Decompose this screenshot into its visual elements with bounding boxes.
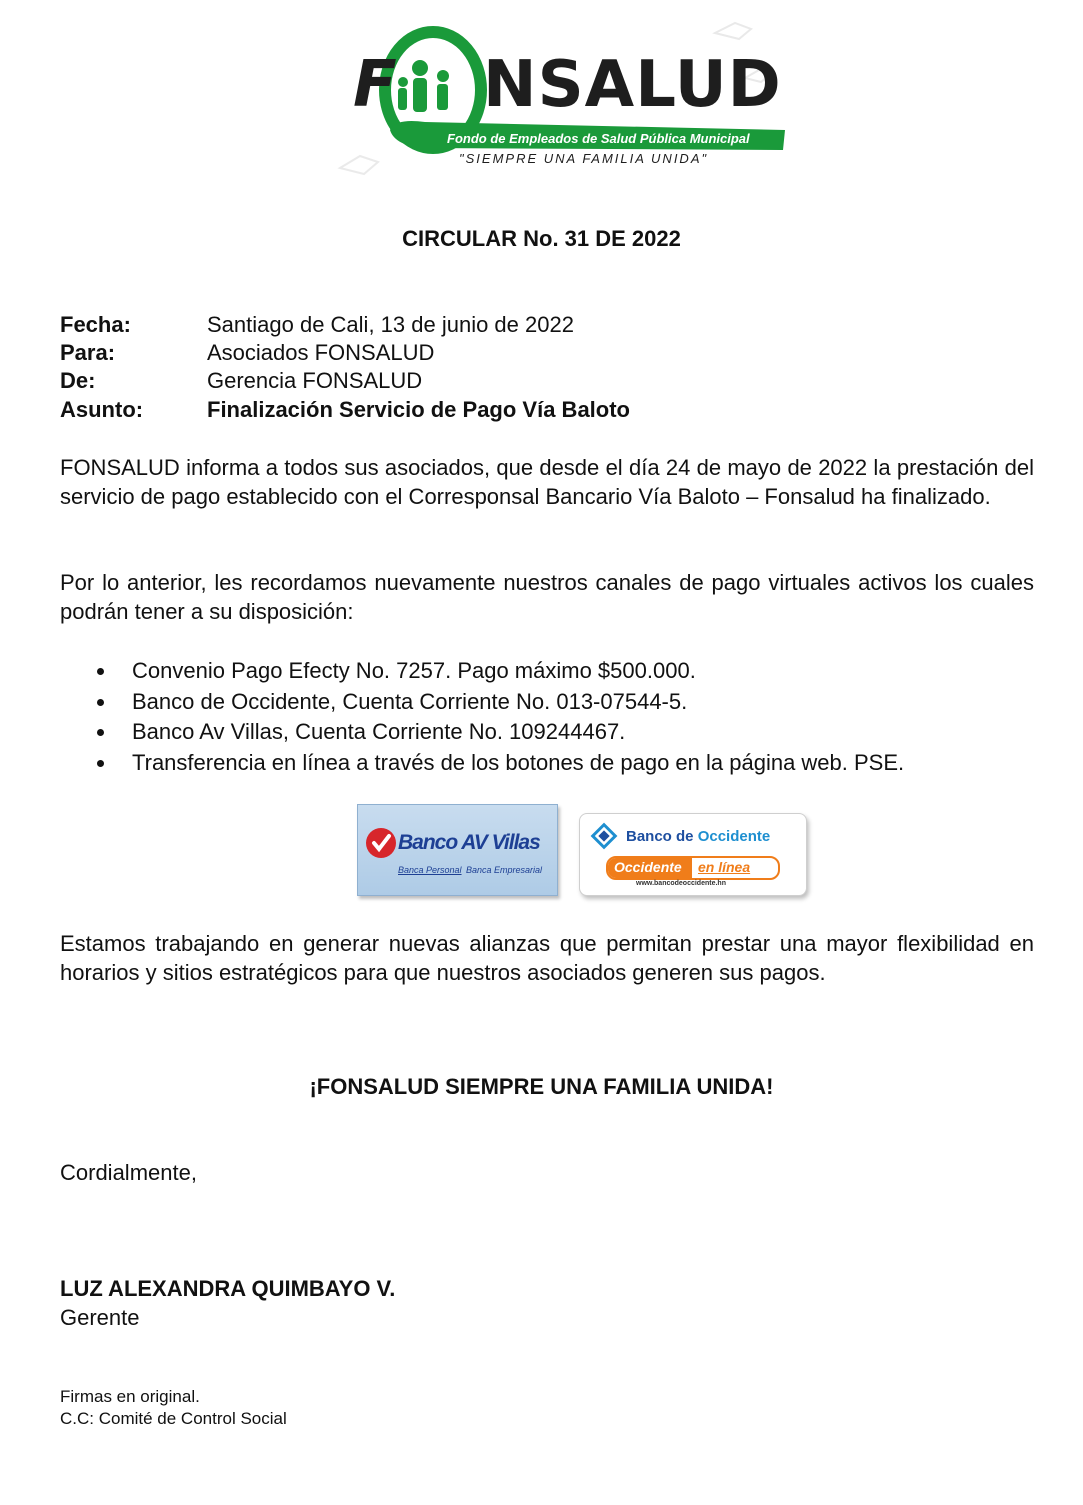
- list-item-text: Banco Av Villas, Cuenta Corriente No. 109244467.: [132, 719, 626, 744]
- occidente-online-badge: [606, 856, 780, 880]
- list-item: [60, 748, 1040, 779]
- banco-occidente-logo: [579, 813, 807, 896]
- avvillas-name: Banco AV Villas: [398, 831, 540, 854]
- badge-right-text: en línea: [698, 859, 751, 875]
- list-item-text: Transferencia en línea a través de los botones de pago en la página web. PSE.: [132, 749, 905, 775]
- header-row-de: [60, 367, 422, 395]
- header-row-para: [60, 339, 434, 367]
- fonsalud-logo: [335, 18, 785, 198]
- header-value: Asociados FONSALUD: [207, 340, 435, 365]
- banco-avvillas-logo: [357, 804, 558, 896]
- avvillas-sub2: Banca Empresarial: [466, 865, 543, 875]
- circular-title: CIRCULAR No. 31 DE 2022: [402, 226, 681, 251]
- list-item: [60, 656, 1040, 687]
- avvillas-check-icon: [366, 828, 396, 858]
- header-label: Para:: [60, 340, 116, 365]
- logo-slogan: "SIEMPRE UNA FAMILIA UNIDA": [459, 151, 709, 166]
- occidente-name: [626, 828, 770, 845]
- header-value: Santiago de Cali, 13 de junio de 2022: [207, 312, 574, 337]
- list-item: [60, 687, 1040, 718]
- avvillas-sub1: Banca Personal: [398, 865, 462, 875]
- header-value: Gerencia FONSALUD: [207, 368, 423, 393]
- header-row-fecha: [60, 311, 574, 339]
- header-label: Fecha:: [60, 312, 131, 337]
- logo-letter-f: F: [353, 48, 398, 122]
- logo-subtitle: Fondo de Empleados de Salud Pública Municipal: [447, 131, 750, 146]
- list-item-text: Banco de Occidente, Cuenta Corriente No. 013-07544-5.: [132, 688, 688, 714]
- closing-salutation: Cordialmente,: [60, 1160, 197, 1185]
- closing-slogan: ¡FONSALUD SIEMPRE UNA FAMILIA UNIDA!: [309, 1074, 774, 1099]
- bullet-icon: [97, 668, 104, 675]
- list-item-text: Convenio Pago Efecty No. 7257. Pago máximo $500.000.: [132, 658, 696, 683]
- occidente-name-prefix: Banco de: [626, 828, 698, 845]
- logo-brand-rest: NSALUD: [483, 48, 782, 122]
- occidente-url: www.bancodeoccidente.hn: [636, 880, 726, 887]
- occidente-diamond-icon: [590, 822, 618, 850]
- bullet-icon: [97, 699, 104, 706]
- payment-channels-list: [60, 656, 1040, 778]
- badge-left-text: Occidente: [614, 859, 682, 875]
- paragraph-alliances: Estamos trabajando en generar nuevas alianzas que permitan prestar una mayor flexibilidad en horarios y sitios estratégicos para que nuestros asociados generen sus pagos.: [60, 931, 1034, 985]
- paragraph-intro: FONSALUD informa a todos sus asociados, que desde el día 24 de mayo de 2022 la prestación del servicio de pago establecido con el Corresponsal Bancario Vía Baloto – Fonsalud ha finalizado.: [60, 455, 1034, 509]
- note-signatures: Firmas en original.: [60, 1387, 200, 1406]
- list-item: [60, 717, 1040, 748]
- signer-role: Gerente: [60, 1305, 140, 1330]
- signer-name: LUZ ALEXANDRA QUIMBAYO V.: [60, 1276, 396, 1301]
- occidente-name-suffix: Occidente: [697, 828, 771, 845]
- bullet-icon: [97, 760, 104, 767]
- header-label: De:: [60, 368, 96, 393]
- header-value: Finalización Servicio de Pago Vía Baloto: [207, 397, 630, 422]
- header-row-asunto: [60, 396, 630, 424]
- note-cc: C.C: Comité de Control Social: [60, 1409, 287, 1428]
- bullet-icon: [97, 729, 104, 736]
- header-label: Asunto:: [60, 397, 144, 422]
- paragraph-channels-intro: Por lo anterior, les recordamos nuevamente nuestros canales de pago virtuales activos los cuales podrán tener a su disposición:: [60, 570, 1034, 624]
